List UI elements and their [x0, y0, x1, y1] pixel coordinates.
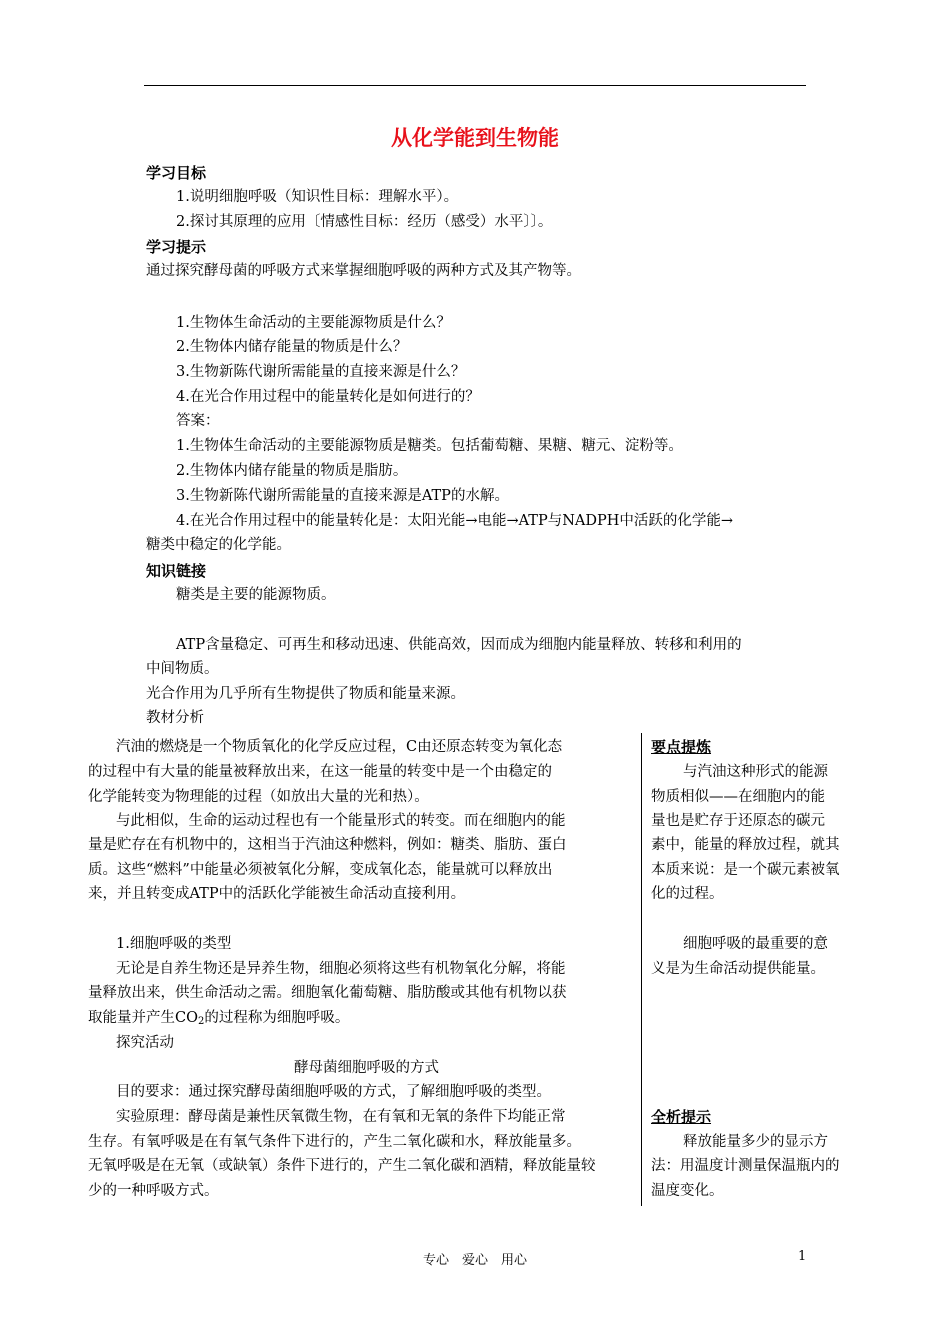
answer-4-line-2: 糖类中稳定的化学能。 — [146, 537, 291, 553]
para-1-line-2: 的过程中有大量的能量被释放出来，在这一能量的转变中是一个由稳定的 — [88, 764, 552, 780]
para-3-line-2: 量释放出来，供生命活动之需。细胞氧化葡萄糖、脂肪酸或其他有机物以获 — [88, 985, 567, 1001]
para-4-line-3: 无氧呼吸是在无氧（或缺氧）条件下进行的，产生二氧化碳和酒精，释放能量较 — [88, 1158, 596, 1174]
answer-4-line-1: 4.在光合作用过程中的能量转化是：太阳光能→电能→ATP与NADPH中活跃的化学能→ — [176, 513, 734, 529]
header-rule — [144, 85, 806, 86]
key-2-line-2: 义是为生命活动提供能量。 — [651, 961, 825, 977]
analysis-label: 教材分析 — [146, 710, 204, 726]
page-number: 1 — [798, 1249, 807, 1264]
column-divider — [641, 733, 642, 1206]
question-4: 4.在光合作用过程中的能量转化是如何进行的？ — [176, 389, 480, 405]
key-1-line-4: 素中，能量的释放过程，就其 — [651, 837, 840, 853]
heading-learning-hint: 学习提示 — [146, 238, 207, 256]
explore-title: 酵母菌细胞呼吸的方式 — [294, 1060, 439, 1076]
question-1: 1.生物体生命活动的主要能源物质是什么？ — [176, 315, 451, 331]
heading-full-analysis: 全析提示 — [651, 1108, 712, 1126]
para-3-line-3-end: 的过程称为细胞呼吸。 — [204, 1010, 350, 1026]
para-3-line-3 — [88, 1006, 349, 1034]
key-2-line-1: 细胞呼吸的最重要的意 — [683, 936, 828, 952]
answer-2: 2.生物体内储存能量的物质是脂肪。 — [176, 463, 408, 479]
para-1-line-1: 汽油的燃烧是一个物质氧化的化学反应过程，C由还原态转变为氧化态 — [116, 739, 563, 755]
key-1-line-6: 化的过程。 — [651, 886, 724, 902]
key-1-line-1: 与汽油这种形式的能源 — [683, 764, 828, 780]
question-2: 2.生物体内储存能量的物质是什么？ — [176, 339, 408, 355]
heading-learning-goals: 学习目标 — [146, 164, 207, 182]
heading-knowledge-link: 知识链接 — [146, 562, 207, 580]
key-1-line-2: 物质相似——在细胞内的能 — [651, 789, 825, 805]
full-1-line-3: 温度变化。 — [651, 1183, 724, 1199]
answer-label: 答案： — [176, 413, 220, 429]
answer-1: 1.生物体生命活动的主要能源物质是糖类。包括葡萄糖、果糖、糖元、淀粉等。 — [176, 438, 683, 454]
para-4-line-1: 实验原理：酵母菌是兼性厌氧微生物，在有氧和无氧的条件下均能正常 — [116, 1109, 566, 1125]
key-1-line-5: 本质来说：是一个碳元素被氧 — [651, 862, 840, 878]
para-2-line-2: 量是贮存在有机物中的，这相当于汽油这种燃料，例如：糖类、脂肪、蛋白 — [88, 837, 567, 853]
goal-2: 2.探讨其原理的应用〔情感性目标：经历（感受）水平〕〕。 — [176, 214, 553, 230]
para-3-line-1: 无论是自养生物还是异养生物，细胞必须将这些有机物氧化分解，将能 — [116, 961, 566, 977]
footer-motto: 专心 爱心 用心 — [422, 1253, 527, 1268]
link-2-line-1: ATP含量稳定、可再生和移动迅速、供能高效，因而成为细胞内能量释放、转移和利用的 — [176, 637, 742, 653]
link-3: 光合作用为几乎所有生物提供了物质和能量来源。 — [146, 686, 465, 702]
question-3: 3.生物新陈代谢所需能量的直接来源是什么？ — [176, 364, 466, 380]
para-4-line-2: 生存。有氧呼吸是在有氧气条件下进行的，产生二氧化碳和水，释放能量多。 — [88, 1134, 581, 1150]
para-3-line-3-start: 取能量并产生CO — [88, 1010, 198, 1026]
hint-text: 通过探究酵母菌的呼吸方式来掌握细胞呼吸的两种方式及其产物等。 — [146, 263, 581, 279]
heading-key-points: 要点提炼 — [651, 738, 712, 756]
goal-1: 1.说明细胞呼吸（知识性目标：理解水平）。 — [176, 189, 459, 205]
key-1-line-3: 量也是贮存于还原态的碳元 — [651, 813, 825, 829]
answer-3: 3.生物新陈代谢所需能量的直接来源是ATP的水解。 — [176, 488, 509, 504]
explore-label: 探究活动 — [116, 1035, 174, 1051]
co2-subscript: 2 — [197, 1016, 205, 1027]
para-2-line-1: 与此相似，生命的运动过程也有一个能量形式的转变。而在细胞内的能 — [116, 813, 566, 829]
link-2-line-2: 中间物质。 — [146, 661, 219, 677]
full-1-line-2: 法：用温度计测量保温瓶内的 — [651, 1158, 840, 1174]
para-1-line-3: 化学能转变为物理能的过程（如放出大量的光和热）。 — [88, 789, 429, 805]
para-2-line-4: 来，并且转变成ATP中的活跃化学能被生命活动直接利用。 — [88, 886, 466, 902]
para-2-line-3: 质。这些“燃料”中能量必须被氧化分解，变成氧化态，能量就可以释放出 — [88, 862, 553, 878]
section-1-title: 1.细胞呼吸的类型 — [116, 936, 232, 952]
para-4-line-4: 少的一种呼吸方式。 — [88, 1183, 219, 1199]
full-1-line-1: 释放能量多少的显示方 — [683, 1134, 828, 1150]
link-1: 糖类是主要的能源物质。 — [176, 587, 336, 603]
page-title: 从化学能到生物能 — [391, 126, 559, 150]
goal-requirement: 目的要求：通过探究酵母菌细胞呼吸的方式，了解细胞呼吸的类型。 — [116, 1084, 551, 1100]
